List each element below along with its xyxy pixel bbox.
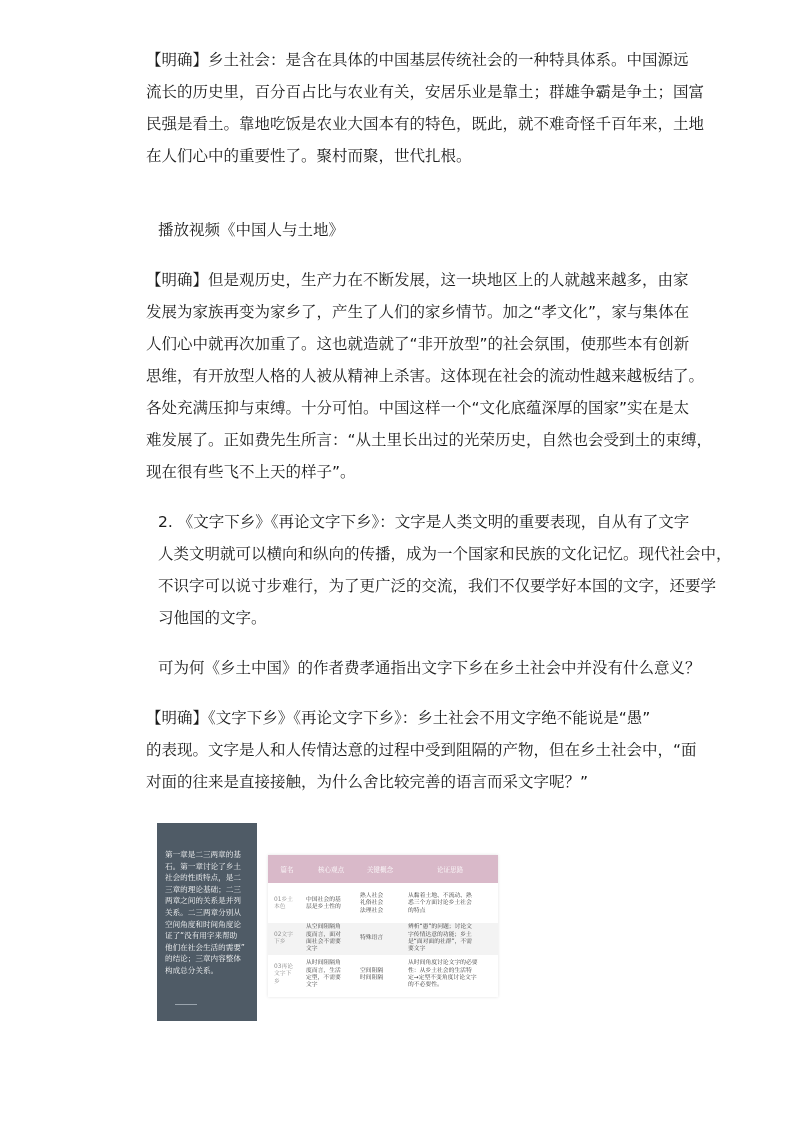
table-cell-line: 本色 (274, 904, 286, 910)
side-card-line: 第一章是二三两章的基 (165, 850, 241, 859)
table-row (268, 923, 498, 955)
table-cell (360, 893, 404, 915)
table-cell-line: 法理社会 (360, 907, 384, 914)
table-cell-line: 悉三个方面讨论乡土社会 (408, 900, 472, 907)
table-cell-line: 03再论 (274, 963, 293, 970)
table-cell-line: 02文字 (274, 931, 293, 938)
paragraph-answer (146, 702, 746, 798)
paragraph-line: 流长的历史里，百分百占比与农业有关，安居乐业是靠土；群雄争霸是争土；国富 (146, 83, 705, 101)
side-card-line: 关系。二三两章分别从 (165, 907, 241, 917)
table-cell-line: 文字下 (274, 971, 292, 978)
side-card-line: 石。第一章讨论了乡土 (165, 861, 241, 871)
side-card-line: 构成总分关系。 (165, 965, 219, 975)
table-cell-line: 是“面对面的社群”，不需 (408, 939, 472, 945)
paragraph-history-analysis (146, 264, 746, 488)
side-card-line: 证了“没有用字来帮助 (165, 931, 238, 941)
paragraph-line: 发展为家族再变为家乡了，产生了人们的家乡情节。加之“孝文化”，家与集体在 (146, 303, 690, 321)
table-cell (408, 924, 496, 954)
paragraph-line: 2. 《文字下乡》《再论文字下乡》：文字是人类文明的重要表现，自从有了文字 (158, 513, 690, 531)
side-card-line: 两章之间的关系是并列 (165, 896, 241, 906)
table-row (268, 955, 498, 995)
table-cell (274, 897, 304, 912)
side-card-line: 三章的理论基础；二三 (165, 884, 241, 894)
paragraph-line: 对面的往来是直接接触，为什么舍比较完善的语言而采文字呢？” (146, 773, 589, 791)
table-cell-line: 特殊语言 (360, 935, 384, 942)
side-card-rule (175, 1004, 197, 1005)
paragraph-writing-down-country (158, 506, 758, 634)
paragraph-line: 【明确】但是观历史，生产力在不断发展，这一块地区上的人就越来越多，由家 (146, 271, 689, 289)
table-cell-line: 乡 (274, 978, 280, 985)
table-cell (408, 893, 496, 915)
side-card-line: 空间角度和时间角度论 (165, 919, 241, 929)
paragraph-line: 【明确】乡土社会：是含在具体的中国基层传统社会的一种特具体系。中国源远 (146, 51, 689, 69)
table-cell-line: 从时间角度讨论文字的必要 (408, 960, 478, 967)
table-cell-line: 时间阻隔 (360, 975, 384, 981)
table-cell-line: 从黏着土地、不流动、熟 (408, 892, 472, 899)
table-cell-line: 文字 (306, 946, 318, 953)
paragraph-line: 不识字可以说寸步难行，为了更广泛的交流，我们不仅要学好本国的文字，还要学 (158, 577, 717, 595)
paragraph-line: 思维，有开放型人格的人被从精神上杀害。这体现在社会的流动性越来越板结了。 (146, 367, 705, 385)
figure-side-card (157, 823, 257, 1021)
paragraph-line: 在人们心中的重要性了。聚村而聚，世代扎根。 (146, 147, 472, 165)
table-cell-line: 字传情达意的功能；乡土 (408, 931, 472, 938)
table-cell-line: 的特点 (408, 907, 426, 914)
paragraph-line: 现在很有些飞不上天的样子”。 (146, 463, 356, 481)
table-cell (274, 932, 304, 947)
paragraph-line: 的表现。文字是人和人传情达意的过程中受到阻隔的产物，但在乡土社会中，“面 (146, 741, 697, 759)
paragraph-line: 人类文明就可以横向和纵向的传播，成为一个国家和民族的文化记忆。现代社会中， (158, 545, 732, 563)
side-card-line: 社会的性质特点，是二 (165, 873, 241, 883)
table-cell-line: 面社会不需要 (306, 939, 341, 945)
table-cell-line: 中国社会的基 (306, 896, 341, 903)
table-cell-line: 01乡土 (274, 896, 293, 903)
table-cell-line: 的不必要性。 (408, 982, 443, 989)
table-cell (360, 968, 404, 983)
paragraph-line: 民强是看土。靠地吃饭是农业大国本有的特色，既此，就不难奇怪千百年来，土地 (146, 115, 705, 133)
table-cell-line: 性：从乡土社会的生活特 (408, 967, 472, 974)
paragraph-line: 各处充满压抑与束缚。十分可怕。中国这样一个“文化底蕴深厚的国家”实在是太 (146, 399, 690, 417)
table-header-argument: 论证思路 (436, 866, 464, 874)
side-card-line: 他们在社会生活的需要” (165, 942, 245, 952)
table-header-title: 篇名 (280, 866, 294, 874)
table-cell-line: 要文字 (408, 946, 426, 953)
table-cell-line: 礼俗社会 (360, 900, 384, 907)
paragraph-question: 可为何《乡土中国》的作者费孝通指出文字下乡在乡土社会中并没有什么意义？ (158, 659, 701, 677)
table-cell-line: 度而言，面对 (306, 931, 341, 938)
paragraph-line: 难发展了。正如费先生所言：“从土里长出过的光荣历史，自然也会受到土的束缚， (146, 431, 713, 449)
table-cell (306, 897, 358, 912)
table-cell (360, 935, 404, 942)
table-cell-line: 度而言，生活 (306, 967, 341, 974)
table-cell-line: 文字 (306, 982, 318, 989)
table-cell (306, 924, 358, 954)
table-cell-line: 下乡 (274, 939, 286, 945)
figure-table (268, 855, 498, 997)
table-header (268, 855, 498, 883)
table-row (268, 887, 498, 921)
table-cell-line: 定→定型不变角度讨论文字 (408, 975, 477, 981)
paragraph-video: 播放视频《中国人与土地》 (158, 221, 345, 239)
table-cell-line: 从空间阻隔角 (306, 924, 341, 931)
table-cell-line: 熟人社会 (360, 892, 384, 899)
paragraph-line: 人们心中就再次加重了。这也就造就了“非开放型”的社会氛围，使那些本有创新 (146, 335, 690, 353)
table-cell (274, 964, 304, 986)
side-card-text (165, 849, 251, 977)
table-cell (408, 960, 496, 990)
table-cell (306, 960, 358, 990)
table-cell-line: 辨析“愚”的问题；讨论文 (408, 924, 472, 931)
paragraph-line: 习他国的文字。 (158, 609, 267, 627)
table-header-core-view: 核心观点 (317, 866, 345, 874)
table-header-key-concept: 关键概念 (366, 866, 394, 874)
paragraph-rural-society (146, 44, 746, 172)
paragraph-line: 【明确】《文字下乡》《再论文字下乡》：乡土社会不用文字绝不能说是“愚” (146, 709, 651, 727)
table-cell-line: 空间阻隔 (360, 967, 384, 974)
side-card-line: 的结论；三章内容整体 (165, 954, 241, 964)
table-cell-line: 从时间阻隔角 (306, 960, 341, 967)
table-cell-line: 定型，不需要 (306, 975, 341, 981)
table-cell-line: 层是乡土性的 (306, 904, 341, 910)
